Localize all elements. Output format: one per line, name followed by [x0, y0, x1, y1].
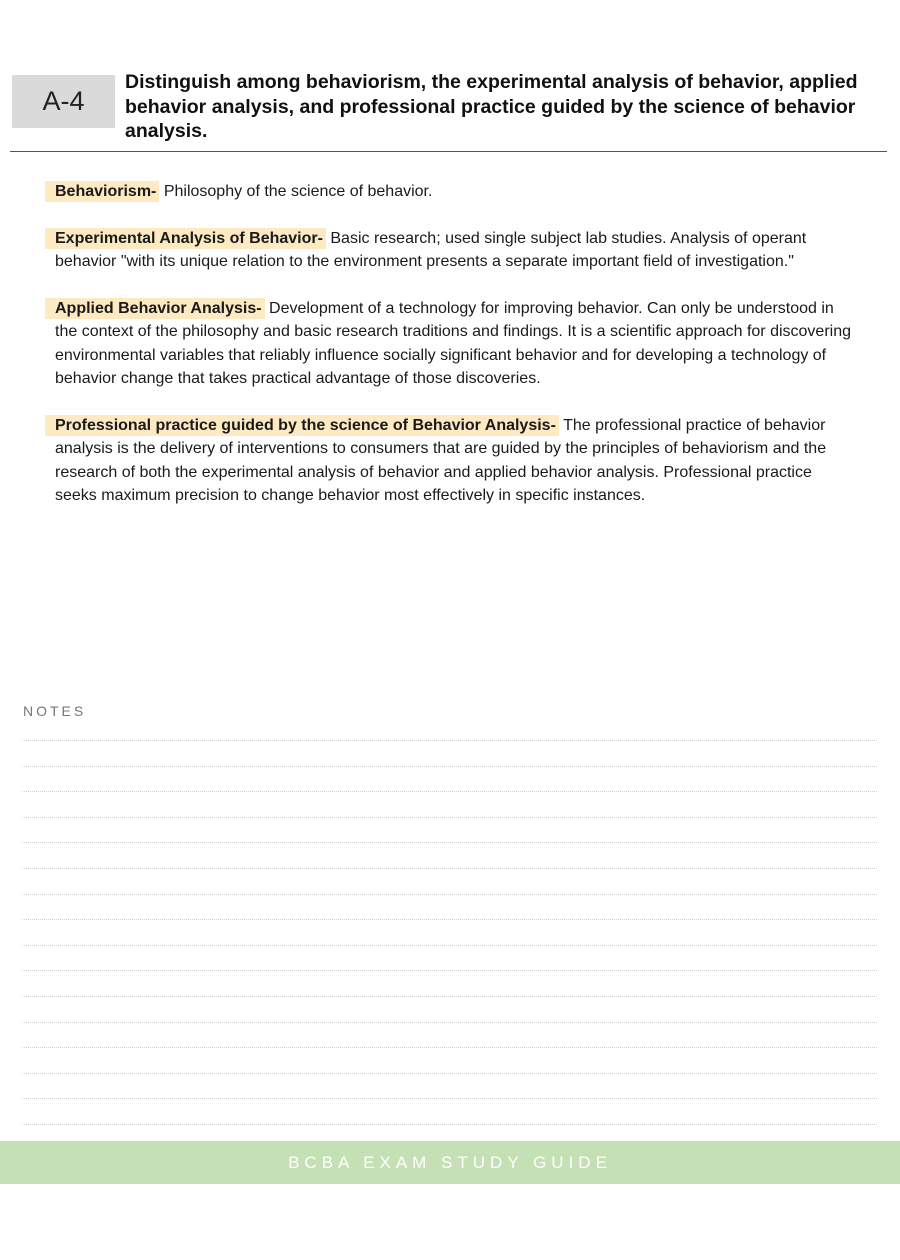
definition-term: Behaviorism-: [45, 181, 159, 202]
section-title: Distinguish among behaviorism, the experimental analysis of behavior, applied behavior analysis, and professional practice guided by the science of behavior analysis.: [125, 71, 858, 142]
definition-term: Professional practice guided by the science of Behavior Analysis-: [45, 415, 559, 436]
definition-behaviorism: [55, 180, 855, 204]
definition-experimental-analysis: [55, 227, 855, 274]
note-line: [22, 817, 877, 818]
definitions-list: [55, 180, 855, 531]
definition-term: Applied Behavior Analysis-: [45, 298, 265, 319]
section-code: A-4: [42, 86, 85, 116]
note-line: [22, 945, 877, 946]
note-line: [22, 919, 877, 920]
definition-term: Experimental Analysis of Behavior-: [45, 228, 326, 249]
note-line: [22, 791, 877, 792]
notes-lines-area[interactable]: [22, 740, 877, 1150]
note-line: [22, 996, 877, 997]
note-line: [22, 1047, 877, 1048]
notes-label: NOTES: [23, 703, 87, 719]
note-line: [22, 1022, 877, 1023]
definition-applied-behavior-analysis: [55, 297, 855, 391]
definition-professional-practice: [55, 414, 855, 508]
note-line: [22, 894, 877, 895]
section-code-badge: [12, 75, 115, 128]
note-line: [22, 1124, 877, 1125]
page-header: [0, 0, 900, 152]
header-divider: [10, 151, 887, 152]
note-line: [22, 740, 877, 741]
note-line: [22, 1073, 877, 1074]
footer-title: BCBA EXAM STUDY GUIDE: [288, 1152, 612, 1172]
definition-text: The professional practice of behavior analysis is the delivery of interventions to consumers that are guided by the principles of behaviorism and the research of both the experimental analysis of behavior and applied behavior analysis. Professional practice seeks maximum precision to change behavior most effectively in specific instances.: [55, 416, 827, 504]
note-line: [22, 766, 877, 767]
definition-text: Development of a technology for improving behavior. Can only be understood in the context of the philosophy and basic research traditions and findings. It is a scientific approach for discovering environmental variables that reliably influence socially significant behavior and for developing a technology of behavior change that takes practical advantage of those discoveries.: [55, 299, 852, 387]
definition-text: Philosophy of the science of behavior.: [159, 183, 433, 200]
footer-band: [0, 1141, 900, 1184]
note-line: [22, 1098, 877, 1099]
definition-text: Basic research; used single subject lab studies. Analysis of operant behavior "with its unique relation to the environment presents a separate important field of investigation.": [55, 229, 807, 270]
note-line: [22, 970, 877, 971]
note-line: [22, 868, 877, 869]
note-line: [22, 842, 877, 843]
